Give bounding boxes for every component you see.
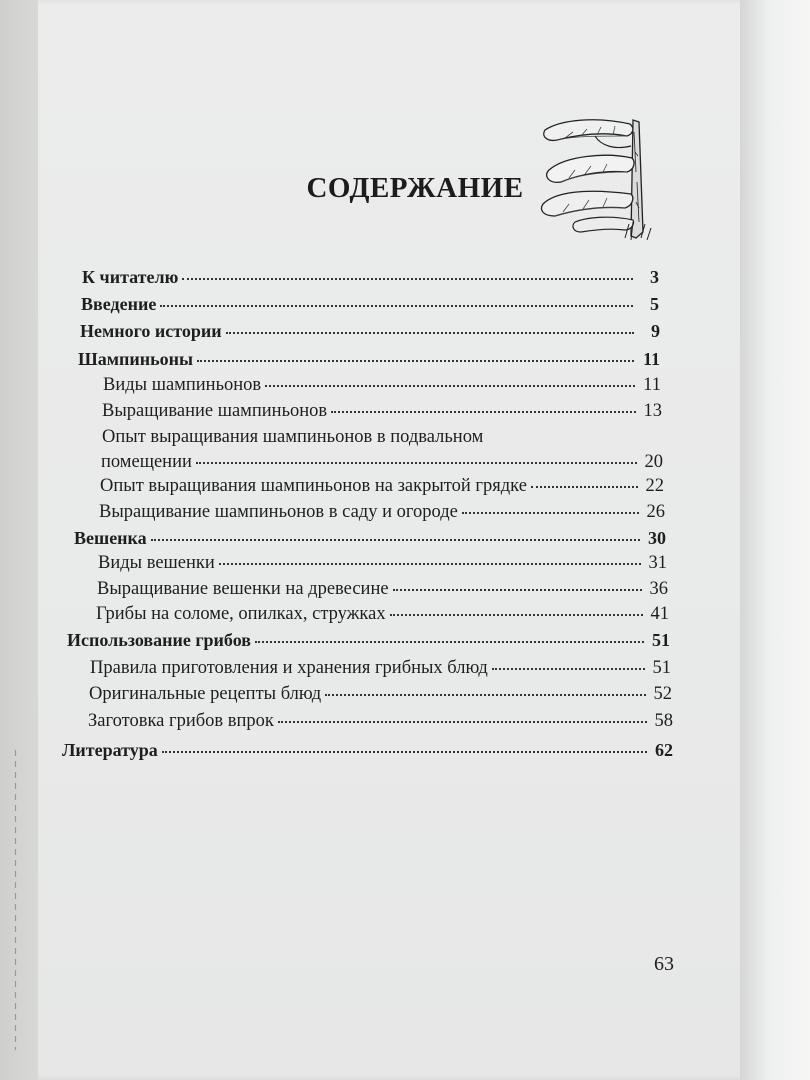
leader-dots [255,641,644,643]
toc-entry-label: Введение [81,294,157,314]
toc-entry [74,529,666,547]
toc-subentry [89,685,672,704]
toc-entry-page: 13 [643,401,662,421]
toc-entry-page: 51 [652,630,670,650]
leader-dots [531,486,638,488]
leader-dots [331,411,636,413]
toc-entry-page: 11 [643,375,661,395]
leader-dots [492,668,645,670]
toc-entry-label: Вешенка [74,528,147,548]
leader-dots [390,614,643,616]
leader-dots [151,539,640,541]
toc-entry-page: 62 [655,740,673,760]
toc-entry-label: Виды шампиньонов [103,375,262,395]
leader-dots [226,332,634,334]
toc-entry-page: 11 [642,349,660,369]
toc-entry [81,295,659,313]
toc-entry-label-first-line: Опыт выращивания шампиньонов в подвальном [102,427,484,447]
toc-entry-page: 41 [650,604,669,624]
leader-dots [278,721,647,723]
toc-entry-label: Оригинальные рецепты блюд [89,684,322,704]
toc-entry-label: Грибы на соломе, опилках, стружках [96,604,386,624]
leader-dots [182,278,633,280]
leader-dots [219,563,641,565]
toc-entry-page: 30 [648,528,666,548]
toc-entry-label: Литература [62,740,158,760]
page-number: 63 [654,953,674,975]
toc-entry-label: Заготовка грибов впрок [88,711,274,731]
toc-subentry [88,712,673,731]
page-title: СОДЕРЖАНИЕ [306,172,524,204]
leader-dots [462,512,639,514]
toc-entry [67,631,670,649]
toc-entry-label: Выращивание шампиньонов в саду и огороде [99,502,458,522]
toc-entry [78,350,660,368]
toc-entry [80,322,660,340]
toc-entry-label: Шампиньоны [78,349,194,369]
toc-entry-label: Использование грибов [67,630,251,650]
toc-entry [82,268,659,286]
toc-entry [62,741,673,759]
toc-entry-page: 20 [644,452,663,472]
toc-entry-label: помещении [101,452,192,472]
toc-subentry [102,402,662,421]
toc-subentry [99,503,665,522]
toc-entry-page: 22 [645,476,664,496]
toc-subentry [96,605,669,624]
toc-entry-page: 5 [650,294,659,314]
toc-entry-label: Виды вешенки [98,553,215,573]
toc-subentry [100,477,664,496]
toc-entry-label: Правила приготовления и хранения грибных блюд [90,658,488,678]
leader-dots [325,694,646,696]
leader-dots [196,462,637,464]
toc-entry-page: 51 [652,658,671,678]
toc-entry-label: Выращивание вешенки на древесине [97,579,389,599]
toc-subentry [101,453,663,472]
toc-subentry [98,554,667,573]
toc-entry-page: 52 [653,684,672,704]
toc-subentry [97,580,668,599]
toc-subentry [103,376,661,395]
toc-entry-label: Выращивание шампиньонов [102,401,328,421]
leader-dots [197,360,634,362]
leader-dots [393,589,642,591]
toc-entry-page: 9 [651,321,660,341]
toc-entry-page: 3 [650,267,659,287]
toc-subentry [90,659,671,678]
toc-entry-page: 36 [649,579,668,599]
leader-dots [160,305,633,307]
toc-entry-page: 31 [648,553,667,573]
toc-entry-page: 26 [646,502,665,522]
leader-dots [162,751,647,753]
toc-entry-label: Опыт выращивания шампиньонов на закрытой грядке [100,476,527,496]
leader-dots [265,385,635,387]
toc-entry-label: Немного истории [80,321,222,341]
toc-entry-page: 58 [654,711,673,731]
toc-entry-label: К читателю [82,267,179,287]
